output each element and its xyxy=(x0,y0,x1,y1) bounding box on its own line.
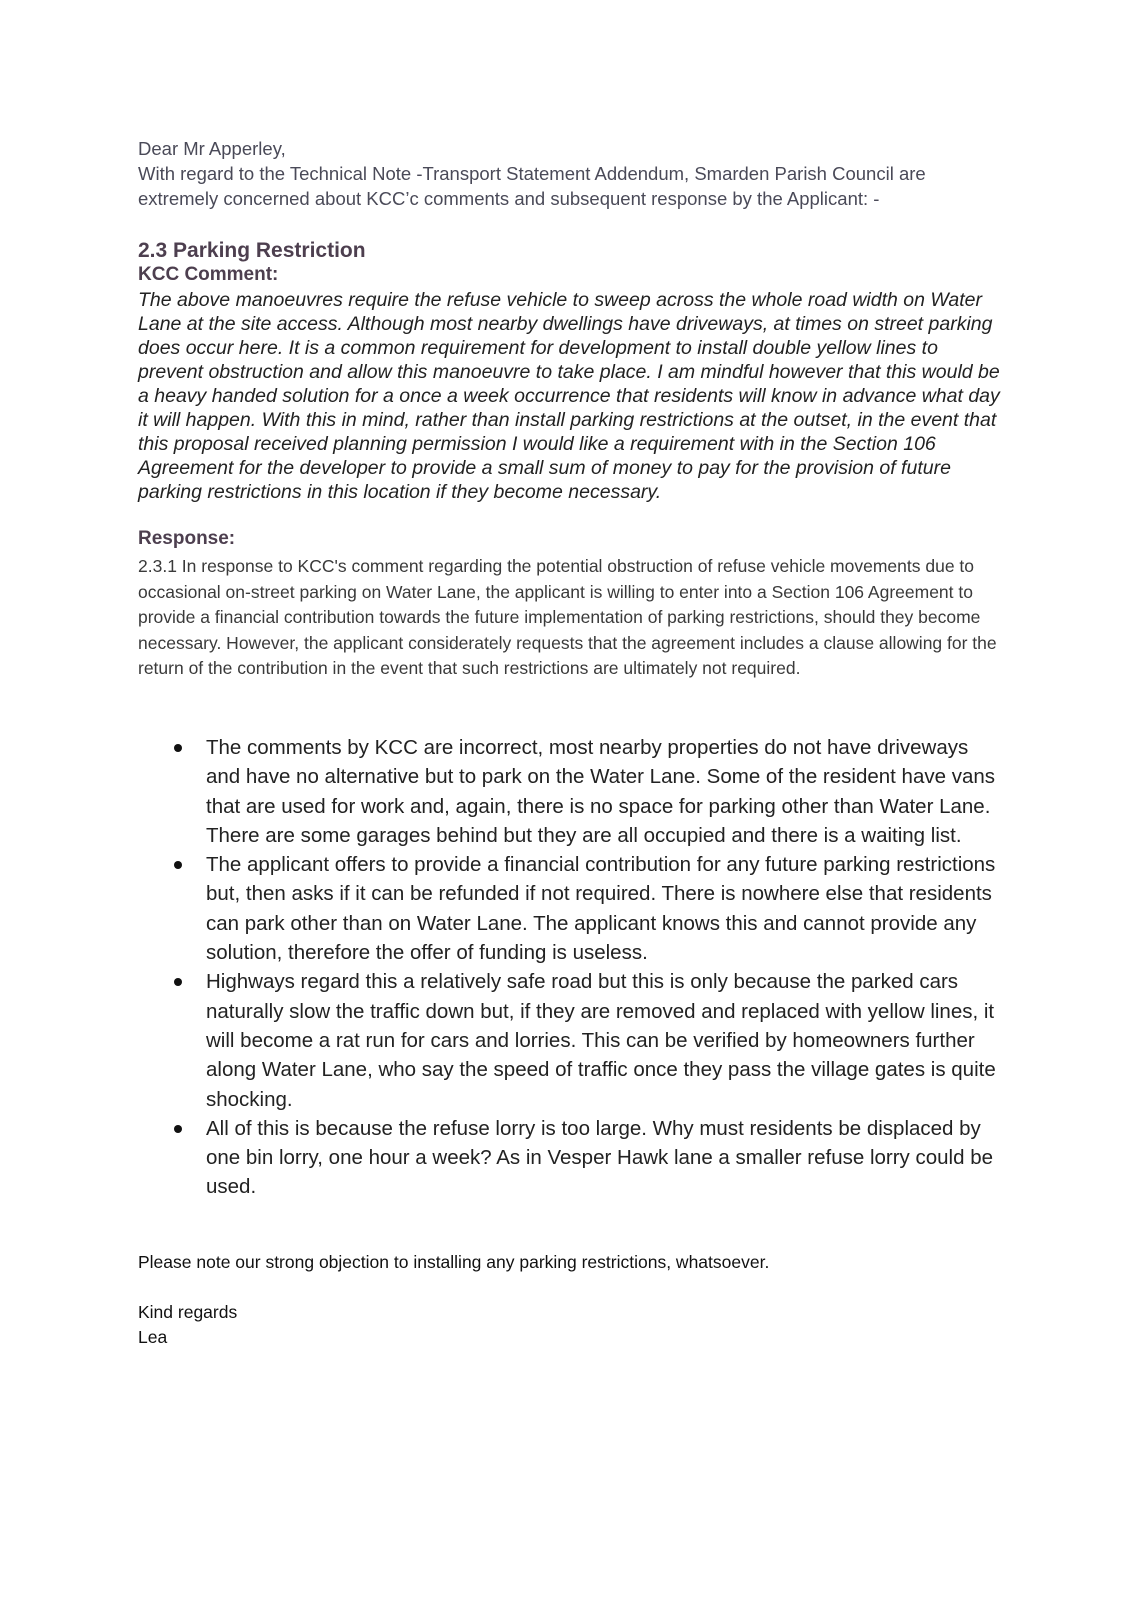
bullet-dot-icon xyxy=(174,978,182,986)
intro-paragraph: With regard to the Technical Note -Transport Statement Addendum, Smarden Parish Council are extremely concerned about KCC’c comments and subsequent response by the Applicant: - xyxy=(138,163,926,209)
bullet-text: All of this is because the refuse lorry is too large. Why must residents be displaced by one bin lorry, one hour a week? As in Vesper Hawk lane a smaller refuse lorry could be used. xyxy=(206,1116,994,1199)
bullet-item xyxy=(206,733,1006,850)
bullet-item xyxy=(206,850,1006,967)
bullet-item xyxy=(206,967,1006,1113)
bullet-item xyxy=(206,1114,1006,1202)
bullet-dot-icon xyxy=(174,861,182,869)
section-title: 2.3 Parking Restriction xyxy=(138,239,366,262)
salutation: Dear Mr Apperley, xyxy=(138,138,286,159)
response-text: 2.3.1 In response to KCC's comment regarding the potential obstruction of refuse vehicle movements due to occasional on-street parking on Water Lane, the applicant is willing to enter into a Section 106 Agreement to provide a financial contribution towards the future implementation of parking restrictions, should they become necessary. However, the applicant considerately requests that the agreement includes a clause allowing for the return of the contribution in the event that such restrictions are ultimately not required. xyxy=(138,556,997,678)
letter-intro xyxy=(138,136,998,211)
bullet-dot-icon xyxy=(174,744,182,752)
bullet-text: The comments by KCC are incorrect, most nearby properties do not have driveways and have no alternative but to park on the Water Lane. Some of the resident have vans that are used for work and, again, there is no space for parking other than Water Lane. There are some garages behind but they are all occupied and there is a waiting list. xyxy=(206,736,995,847)
signoff xyxy=(138,1300,237,1350)
signatory-name: Lea xyxy=(138,1327,168,1347)
response-label: Response: xyxy=(138,528,236,549)
bullet-text: Highways regard this a relatively safe road but this is only because the parked cars naturally slow the traffic down but, if they are removed and replaced with yellow lines, it will become a rat run for cars and lorries. This can be verified by homeowners further along Water Lane, who say the speed of traffic once they pass the village gates is quite shocking. xyxy=(206,970,996,1111)
kcc-comment-label: KCC Comment: xyxy=(138,264,279,285)
bullet-text: The applicant offers to provide a financial contribution for any future parking restrictions but, then asks if it can be refunded if not required. There is nowhere else that residents can park other than on Water Lane. The applicant knows this and cannot provide any solution, therefore the offer of funding is useless. xyxy=(206,853,996,965)
bullet-dot-icon xyxy=(174,1125,182,1133)
objection-statement: Please note our strong objection to installing any parking restrictions, whatsoever. xyxy=(138,1252,770,1272)
objection-bullet-list xyxy=(206,733,1006,1202)
kcc-comment-text: The above manoeuvres require the refuse vehicle to sweep across the whole road width on Water Lane at the site access. Although most nearby dwellings have driveways, at times on street parking does occur here. It is a common requirement for development to install double yellow lines to prevent obstruction and allow this manoeuvre to take place. I am mindful however that this would be a heavy handed solution for a once a week occurrence that residents will know in advance what day it will happen. With this in mind, rather than install parking restrictions at the outset, in the event that this proposal received planning permission I would like a requirement with in the Section 106 Agreement for the developer to provide a small sum of money to pay for the provision of future parking restrictions in this location if they become necessary. xyxy=(138,289,1000,503)
regards-text: Kind regards xyxy=(138,1302,238,1322)
